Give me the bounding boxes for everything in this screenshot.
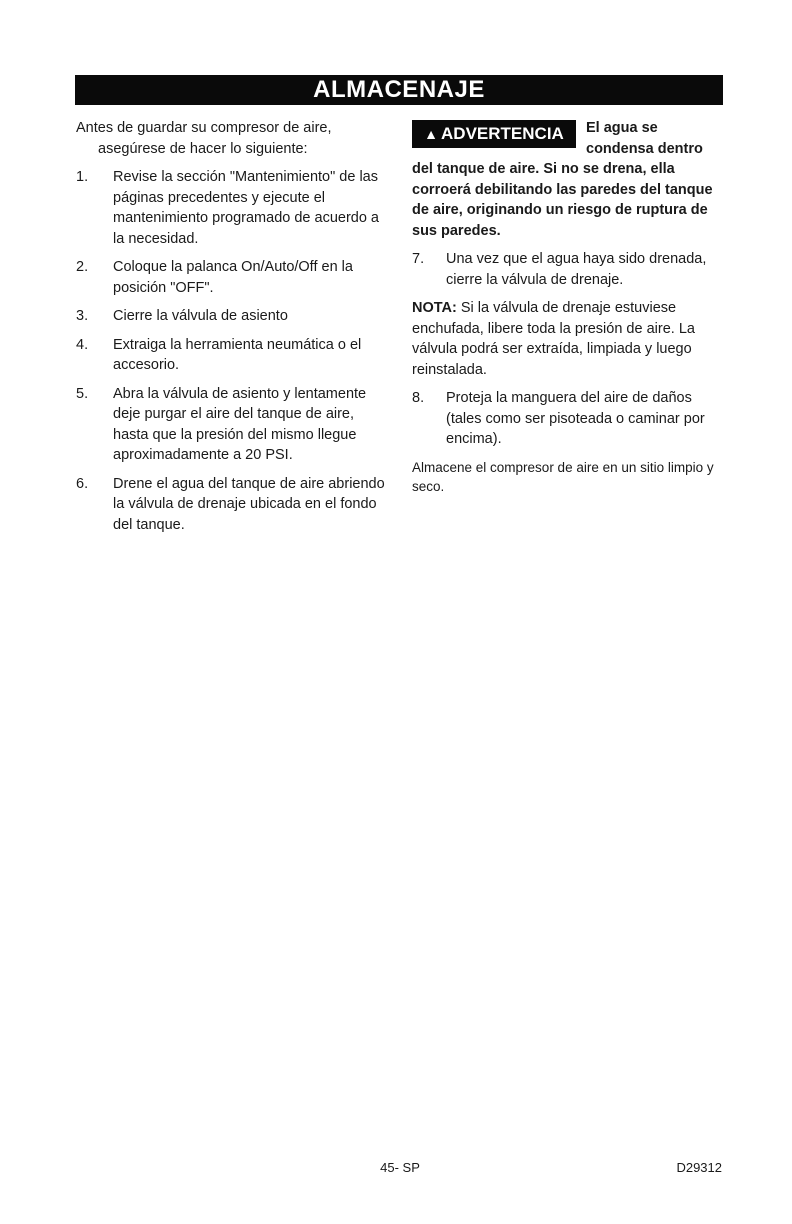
list-item-2 — [76, 257, 392, 298]
list-number: 3. — [76, 308, 89, 324]
list-number: 8. — [412, 390, 425, 406]
list-text: Cierre la válvula de asiento — [113, 308, 288, 324]
list-item-1 — [76, 167, 392, 249]
list-text: Revise la sección "Mantenimiento" de las páginas precedentes y ejecute el mantenimiento programado de acuerdo a la necesidad. — [113, 169, 379, 247]
left-column — [76, 118, 392, 543]
list-item-4 — [76, 335, 392, 376]
list-item-5 — [76, 384, 392, 466]
warning-body-text: del tanque de aire. Si no se drena, ella corroerá debilitando las paredes del tanque de aire, originando un riesgo de ruptura de sus paredes. — [412, 161, 713, 239]
warning-lead-text: El agua se condensa dentro — [586, 120, 703, 157]
section-title-bar — [75, 75, 723, 105]
list-item-7 — [412, 249, 722, 290]
list-text: Una vez que el agua haya sido drenada, cierre la válvula de drenaje. — [446, 251, 707, 288]
page-number: 45- SP — [380, 1160, 420, 1175]
list-text: Drene el agua del tanque de aire abriendo la válvula de drenaje ubicada en el fondo del tanque. — [113, 475, 385, 533]
warning-block — [412, 118, 722, 241]
closing-paragraph: Almacene el compresor de aire en un sitio limpio y seco. — [412, 459, 714, 494]
list-item-3 — [76, 306, 392, 327]
warning-badge — [412, 120, 576, 148]
warning-header — [412, 118, 722, 159]
list-number: 4. — [76, 336, 89, 353]
list-number: 5. — [76, 385, 89, 402]
document-code: D29312 — [676, 1160, 722, 1175]
right-column — [412, 118, 722, 497]
list-number: 2. — [76, 259, 89, 275]
list-text: Coloque la palanca On/Auto/Off en la posición "OFF". — [113, 259, 353, 296]
list-item-6 — [76, 474, 392, 536]
intro-paragraph: Antes de guardar su compresor de aire, asegúrese de hacer lo siguiente: — [76, 120, 332, 157]
warning-triangle-icon: ▲ — [424, 126, 439, 142]
list-item-8 — [412, 388, 722, 450]
note-label: NOTA: — [412, 300, 457, 316]
list-number: 7. — [412, 251, 425, 267]
section-title: ALMACENAJE — [313, 76, 485, 103]
list-number: 1. — [76, 169, 89, 185]
list-text: Abra la válvula de asiento y lentamente deje purgar el aire del tanque de aire, hasta que la presión del mismo llegue aproximadamente a 20 PSI. — [113, 385, 367, 463]
list-text: Proteja la manguera del aire de daños (tales como ser pisoteada o caminar por encima). — [446, 390, 705, 447]
note-paragraph — [412, 298, 722, 380]
warning-badge-label: ADVERTENCIA — [441, 124, 564, 143]
list-text: Extraiga la herramienta neumática o el accesorio. — [113, 336, 362, 373]
list-number: 6. — [76, 475, 89, 492]
note-text: Si la válvula de drenaje estuviese enchufada, libere toda la presión de aire. La válvula podrá ser extraída, limpiada y luego reinstalada. — [412, 300, 695, 378]
